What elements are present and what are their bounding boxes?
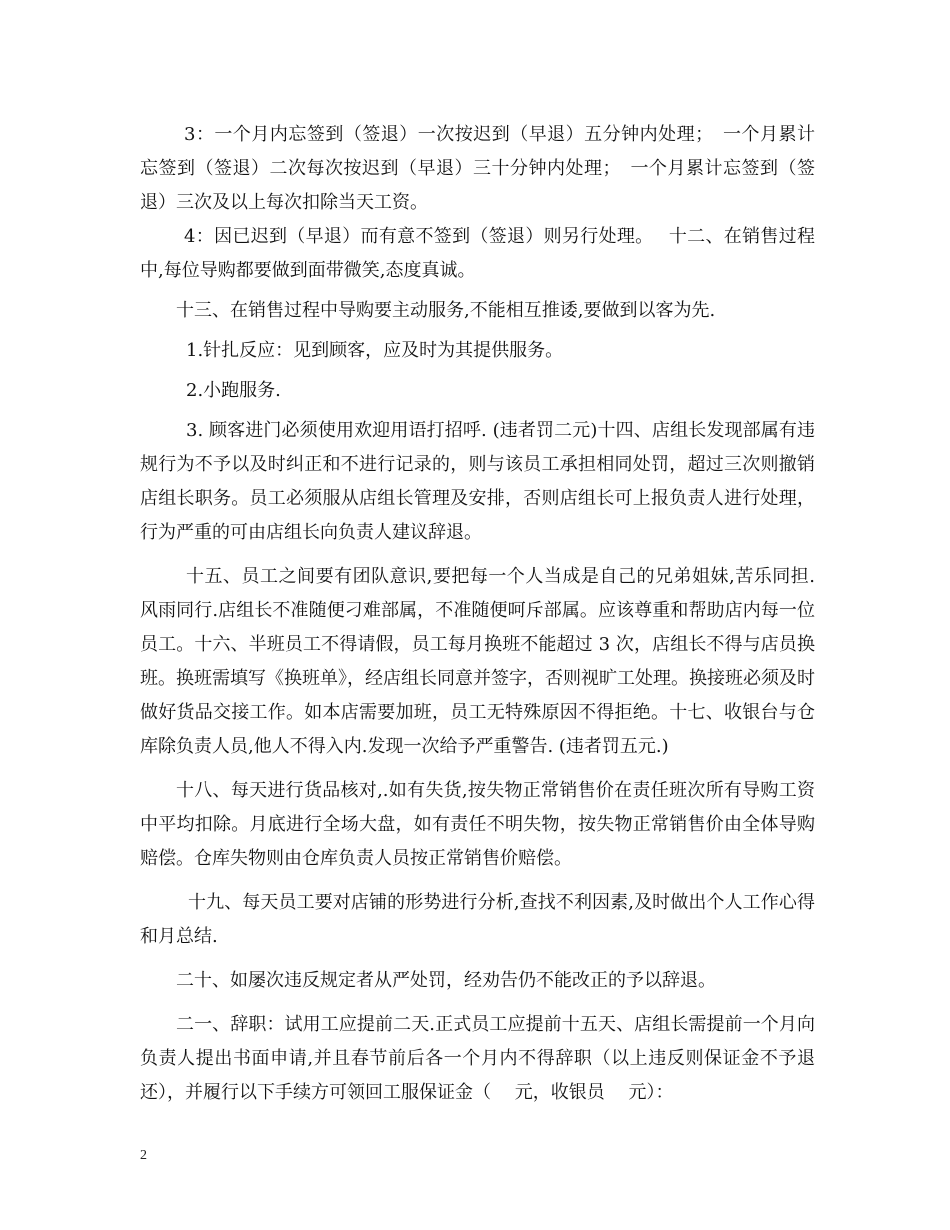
- paragraph-rule-4-and-12: 4：因已迟到（早退）而有意不签到（签退）则另行处理。 十二、在销售过程中,每位导购都要做到面带微笑,态度真诚。: [140, 226, 815, 281]
- page-number: 2: [140, 1148, 147, 1163]
- paragraph-rule-19: 十九、每天员工要对店铺的形势进行分析,查找不利因素,及时做出个人工作心得和月总结.: [140, 892, 815, 947]
- paragraph-rule-3-sign-in: 3：一个月内忘签到（签退）一次按迟到（早退）五分钟内处理； 一个月累计忘签到（签退）二次每次按迟到（早退）三十分钟内处理； 一个月累计忘签到（签退）三次及以上每次扣除当天工资。: [140, 124, 815, 213]
- paragraph-rule-18: 十八、每天进行货品核对,.如有失货,按失物正常销售价在责任班次所有导购工资中平均扣除。月底进行全场大盘，如有责任不明失物，按失物正常销售价由全体导购赔偿。仓库失物则由仓库负责人员按正常销售价赔偿。: [140, 780, 815, 869]
- paragraph-rule-13-item-3-and-14: 3. 顾客进门必须使用欢迎用语打招呼. (违者罚二元)十四、店组长发现部属有违规行为不予以及时纠正和不进行记录的，则与该员工承担相同处罚，超过三次则撤销店组长职务。员工必须服从店组长管理及安排，否则店组长可上报负责人进行处理，行为严重的可由店组长向负责人建议辞退。: [140, 420, 815, 543]
- paragraph-rule-21: 二一、辞职：试用工应提前二天.正式员工应提前十五天、店组长需提前一个月向负责人提出书面申请,并且春节前后各一个月内不得辞职（以上违反则保证金不予退还），并履行以下手续方可领回工服保证金（ 元，收银员 元）：: [140, 1014, 815, 1103]
- paragraph-rule-20: 二十、如屡次违反规定者从严处罚，经劝告仍不能改正的予以辞退。: [176, 970, 716, 991]
- paragraph-rule-13: 十三、在销售过程中导购要主动服务,不能相互推诿,要做到以客为先.: [176, 300, 716, 321]
- paragraph-rule-13-item-1: 1.针扎反应：见到顾客，应及时为其提供服务。: [186, 340, 564, 361]
- paragraph-rule-13-item-2: 2.小跑服务.: [186, 380, 281, 401]
- document-body: [140, 118, 815, 1110]
- paragraph-rule-15-16-17: 十五、员工之间要有团队意识,要把每一个人当成是自己的兄弟姐妹,苦乐同担.风雨同行.店组长不准随便刁难部属，不准随便呵斥部属。应该尊重和帮助店内每一位员工。十六、半班员工不得请假，员工每月换班不能超过 3 次，店组长不得与店员换班。换班需填写《换班单》，经店组长同意并签字，否则视旷工处理。换接班必须及时做好货品交接工作。如本店需要加班，员工无特殊原因不得拒绝。十七、收银台与仓库除负责人员,他人不得入内.发现一次给予严重警告. (违者罚五元.): [140, 566, 815, 757]
